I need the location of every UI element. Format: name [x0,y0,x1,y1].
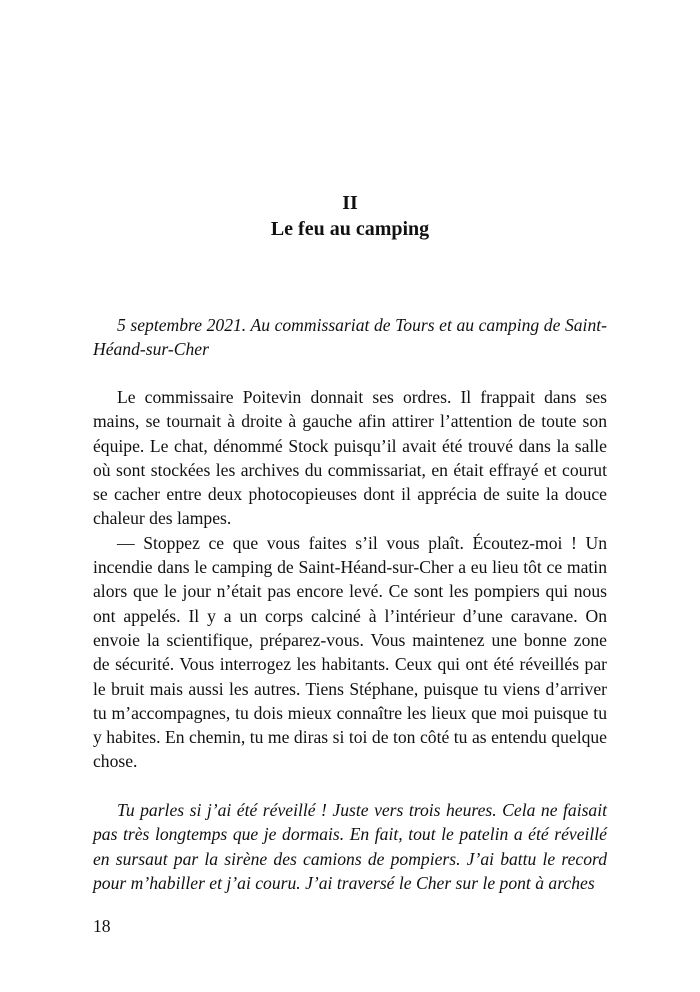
chapter-number: II [342,192,358,214]
main-text [93,385,607,774]
page-number: 18 [93,916,111,936]
closing-paragraph: Tu parles si j’ai été réveillé ! Juste vers trois heures. Cela ne faisait pas très longtemps que je dormais. En fait, tout le patelin a été réveillé en sursaut par la sirène des camions de pompiers. J’ai battu le record pour m’habiller et j’ai couru. J’ai traversé le Cher sur le pont à arches [93,800,607,893]
closing-text [93,798,607,895]
paragraph-1: Le commissaire Poitevin donnait ses ordres. Il frappait dans ses mains, se tournait à droite à gauche afin attirer l’attention de toute son équipe. Le chat, dénommé Stock puisqu’il avait été trouvé dans la salle où sont stockées les archives du commissariat, en était effrayé et courut se cacher entre deux photocopieuses dont il apprécia de suite la douce chaleur des lampes. [93,387,607,529]
intro-paragraph: 5 septembre 2021. Au commissariat de Tours et au camping de Saint-Héand-sur-Cher [93,315,607,360]
chapter-title: Le feu au camping [270,218,430,240]
paragraph-2: — Stoppez ce que vous faites s’il vous plaît. Écoutez-moi ! Un incendie dans le camping de Saint-Héand-sur-Cher a eu lieu tôt ce matin alors que le jour n’était pas encore levé. Ce sont les pompiers qui nous ont appelés. Il y a un corps calciné à l’intérieur d’une caravane. On envoie la scientifique, préparez-vous. Vous maintenez une bonne zone de sécurité. Vous interrogez les habitants. Ceux qui ont été réveillés par le bruit mais aussi les autres. Tiens Stéphane, puisque tu viens d’arriver tu m’accompagnes, tu dois mieux connaître les lieux que moi puisque tu y habites. En chemin, tu me diras si toi de ton côté tu as entendu quelque chose. [93,532,607,772]
chapter-intro [93,313,607,362]
